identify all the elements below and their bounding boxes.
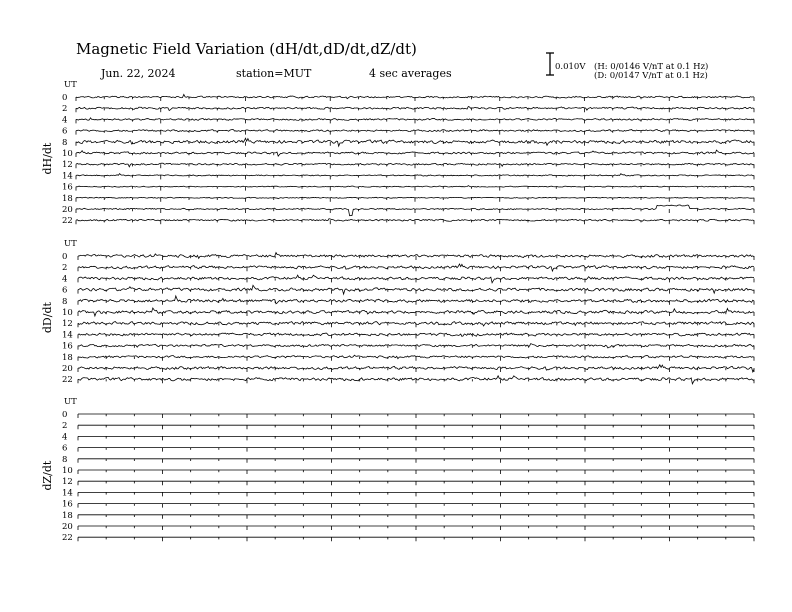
row-label: 12 [62,477,73,488]
row-label: 18 [62,510,73,521]
panels [41,80,754,543]
row-label: 22 [62,533,73,544]
row-label: 4 [62,274,68,285]
row-label: 22 [62,375,73,386]
panel-dD-dt [41,239,754,385]
row-label: 16 [62,499,73,510]
panel-dZ-dt [41,397,754,543]
row-label: 6 [62,126,68,137]
scale-indicator [546,53,708,81]
panel-y-axis-label: dH/dt [41,142,54,175]
row-label: 6 [62,443,68,454]
figure-title: Magnetic Field Variation (dH/dt,dD/dt,dZ/dt) [76,40,417,58]
row-label: 0 [62,252,68,262]
row-label: 18 [62,352,73,363]
panel-time-axis-label: UT [64,397,77,407]
date-label: Jun. 22, 2024 [101,67,176,80]
row-label: 22 [62,216,73,227]
row-label: 20 [62,522,73,532]
row-label: 2 [62,104,68,115]
row-label: 10 [62,149,73,159]
row-label: 18 [62,193,73,204]
panel-time-axis-label: UT [64,80,77,90]
row-label: 8 [62,296,68,307]
row-label: 10 [62,308,73,318]
row-label: 12 [62,160,73,171]
row-label: 2 [62,421,68,432]
row-label: 6 [62,285,68,296]
row-label: 20 [62,205,73,215]
row-label: 4 [62,115,68,126]
row-label: 14 [62,171,73,182]
row-label: 16 [62,182,73,193]
row-label: 10 [62,466,73,476]
row-label: 14 [62,488,73,499]
panel-dH-dt [41,80,754,226]
panel-y-axis-label: dZ/dt [41,460,54,491]
row-label: 4 [62,432,68,443]
row-label: 14 [62,330,73,341]
station-label: station=MUT [236,67,312,80]
panel-y-axis-label: dD/dt [41,302,54,334]
panel-time-axis-label: UT [64,239,77,249]
scale-value: 0.010V [555,62,586,72]
row-label: 0 [62,93,68,103]
row-label: 8 [62,137,68,148]
row-label: 20 [62,364,73,374]
row-label: 8 [62,454,68,465]
averaging-label: 4 sec averages [369,67,452,80]
row-label: 0 [62,410,68,420]
h-sensitivity: (H: 0/0146 V/nT at 0.1 Hz) [594,62,709,72]
row-label: 12 [62,319,73,330]
row-label: 2 [62,263,68,274]
d-sensitivity: (D: 0/0147 V/nT at 0.1 Hz) [594,71,708,81]
row-label: 16 [62,341,73,352]
